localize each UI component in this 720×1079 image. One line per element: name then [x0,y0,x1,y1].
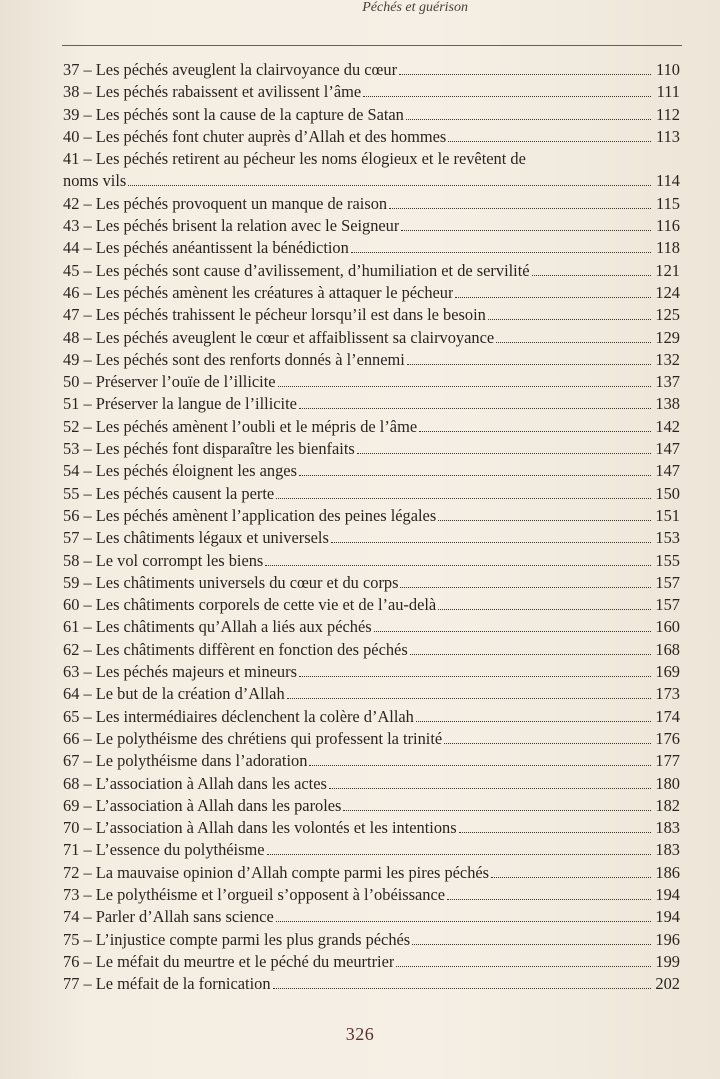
dot-leader [343,809,651,811]
toc-page-number: 176 [655,728,680,748]
toc-entry [63,304,680,326]
toc-entry [63,862,680,884]
toc-page-number: 147 [655,461,680,481]
dot-leader [389,207,651,209]
toc-entry [63,104,680,126]
toc-entry-title: 56 – Les péchés amènent l’application des peines légales [63,505,437,525]
header-rule [62,45,682,46]
toc-entry [63,237,680,259]
toc-page-number: 182 [655,795,680,815]
dot-leader [273,987,651,989]
toc-page-number: 194 [655,907,680,927]
dot-leader [438,608,651,610]
toc-page-number: 180 [655,773,680,793]
toc-entry [63,616,680,638]
dot-leader [459,831,651,833]
toc-entry-title-continued: noms vils [63,171,127,191]
toc-page-number: 169 [655,662,680,682]
toc-page-number: 173 [655,684,680,704]
toc-entry [63,906,680,928]
dot-leader [455,296,651,298]
toc-page-number: 150 [655,483,680,503]
toc-entry [63,527,680,549]
toc-entry [63,483,680,505]
toc-entry-title: 75 – L’injustice compte parmi les plus grands péchés [63,929,411,949]
dot-leader [329,787,651,789]
toc-entry-title: 44 – Les péchés anéantissent la bénédiction [63,238,349,258]
toc-entry [63,750,680,772]
dot-leader [400,586,651,588]
toc-page-number: 151 [655,505,680,525]
toc-entry-title: 45 – Les péchés sont cause d’avilissement, d’humiliation et de servilité [63,260,530,280]
dot-leader [299,675,651,677]
toc-page-number: 157 [655,572,680,592]
toc-entry [63,773,680,795]
page-number: 326 [345,1024,375,1044]
toc-page-number: 142 [655,416,680,436]
dot-leader [491,876,651,878]
toc-entry [63,973,680,995]
dot-leader [406,118,651,120]
toc-entry-title: 59 – Les châtiments universels du cœur et du corps [63,572,399,592]
toc-entry [63,349,680,371]
toc-entry [63,81,680,103]
dot-leader [357,452,651,454]
toc-page-number: 186 [655,862,680,882]
dot-leader [532,274,651,276]
toc-entry [63,126,680,148]
toc-entry-line [63,148,680,170]
toc-entry-title: 46 – Les péchés amènent les créatures à attaquer le pécheur [63,282,454,302]
toc-page-number: 183 [655,818,680,838]
dot-leader [412,943,651,945]
toc-entry-title: 67 – Le polythéisme dans l’adoration [63,751,308,771]
dot-leader [407,363,651,365]
dot-leader [276,920,651,922]
toc-page-number: 160 [655,617,680,637]
dot-leader [309,764,651,766]
toc-entry-title: 48 – Les péchés aveuglent le cœur et affaiblissent sa clairvoyance [63,327,495,347]
toc-entry [63,393,680,415]
toc-entry-title: 55 – Les péchés causent la perte [63,483,275,503]
toc-page-number: 118 [656,238,680,258]
toc-entry [63,594,680,616]
dot-leader [363,95,651,97]
toc-page-number: 124 [655,282,680,302]
toc-entry [63,215,680,237]
toc-entry-title: 77 – Le méfait de la fornication [63,974,271,994]
toc-entry [63,505,680,527]
toc-page-number: 157 [655,595,680,615]
dot-leader [410,653,651,655]
toc-entry-title: 69 – L’association à Allah dans les paroles [63,795,342,815]
dot-leader [265,564,651,566]
dot-leader [444,742,651,744]
toc-page-number: 110 [656,60,680,79]
toc-entry [63,728,680,750]
toc-entry-title: 41 – Les péchés retirent au pécheur les noms élogieux et le revêtent de [63,149,526,169]
dot-leader [438,519,651,521]
toc-entry-title: 60 – Les châtiments corporels de cette vie et de l’au-delà [63,595,437,615]
toc-entry [63,572,680,594]
toc-page-number: 115 [656,193,680,213]
toc-entry [63,438,680,460]
toc-page-number: 153 [655,528,680,548]
toc-entry-title: 50 – Préserver l’ouïe de l’illicite [63,372,276,392]
running-header: Péchés et guérison [362,0,468,15]
toc-entry [63,639,680,661]
toc-entry [63,839,680,861]
toc-entry-title: 71 – L’essence du polythéisme [63,840,265,860]
toc-page-number: 112 [656,104,680,124]
toc-entry-title: 49 – Les péchés sont des renforts donnés à l’ennemi [63,349,405,369]
toc-entry [63,795,680,817]
toc-entry [63,884,680,906]
toc-page-number: 202 [655,974,680,994]
dot-leader [278,385,651,387]
toc-page-number: 196 [655,929,680,949]
toc-page-number: 132 [655,349,680,369]
toc-entry [63,550,680,572]
dot-leader [374,630,651,632]
toc-entry-title: 76 – Le méfait du meurtre et le péché du meurtrier [63,951,395,971]
toc-entry-title: 39 – Les péchés sont la cause de la capture de Satan [63,104,404,124]
toc-entry [63,661,680,683]
dot-leader [128,184,651,186]
toc-entry [63,817,680,839]
toc-page-number: 183 [655,840,680,860]
toc-page-number: 177 [655,751,680,771]
dot-leader [447,898,651,900]
toc-page-number: 138 [655,394,680,414]
toc-entry-title: 42 – Les péchés provoquent un manque de raison [63,193,388,213]
toc-entry-title: 47 – Les péchés trahissent le pécheur lorsqu’il est dans le besoin [63,305,486,325]
toc-entry [63,193,680,215]
toc-entry-continuation [63,170,680,192]
toc-entry-title: 53 – Les péchés font disparaître les bienfaits [63,439,355,459]
dot-leader [448,140,651,142]
toc-entry [63,327,680,349]
table-of-contents [63,59,680,995]
toc-entry [63,371,680,393]
toc-entry-title: 74 – Parler d’Allah sans science [63,907,274,927]
toc-page-number: 113 [656,126,680,146]
dot-leader [488,318,651,320]
toc-entry-title: 43 – Les péchés brisent la relation avec le Seigneur [63,216,400,236]
toc-page-number: 114 [656,171,680,191]
toc-entry [63,282,680,304]
toc-entry-title: 40 – Les péchés font chuter auprès d’Allah et des hommes [63,126,447,146]
dot-leader [267,853,651,855]
toc-entry-title: 37 – Les péchés aveuglent la clairvoyance du cœur [63,60,398,79]
toc-page-number: 121 [655,260,680,280]
toc-entry [63,929,680,951]
toc-page-number: 116 [656,216,680,236]
dot-leader [396,965,651,967]
dot-leader [399,73,651,75]
toc-entry-title: 57 – Les châtiments légaux et universels [63,528,329,548]
toc-page-number: 111 [656,82,680,102]
dot-leader [276,497,651,499]
toc-page-number: 129 [655,327,680,347]
toc-entry-title: 68 – L’association à Allah dans les actes [63,773,327,793]
toc-entry [63,260,680,282]
toc-page-number: 155 [655,550,680,570]
toc-page-number: 125 [655,305,680,325]
toc-entry-title: 61 – Les châtiments qu’Allah a liés aux péchés [63,617,372,637]
dot-leader [416,720,651,722]
dot-leader [419,430,651,432]
toc-entry-title: 73 – Le polythéisme et l’orgueil s’opposent à l’obéissance [63,884,446,904]
toc-entry-title: 62 – Les châtiments diffèrent en fonction des péchés [63,639,408,659]
toc-entry [63,416,680,438]
toc-entry-title: 51 – Préserver la langue de l’illicite [63,394,297,414]
dot-leader [287,697,651,699]
toc-entry [63,706,680,728]
toc-page-number: 168 [655,639,680,659]
toc-entry-title: 38 – Les péchés rabaissent et avilissent l’âme [63,82,362,102]
toc-page-number: 194 [655,884,680,904]
toc-page-number: 174 [655,706,680,726]
dot-leader [299,474,651,476]
toc-entry-title: 72 – La mauvaise opinion d’Allah compte parmi les pires péchés [63,862,490,882]
toc-entry [63,683,680,705]
toc-entry [63,460,680,482]
dot-leader [401,229,651,231]
dot-leader [351,251,651,253]
dot-leader [299,407,651,409]
toc-entry-title: 52 – Les péchés amènent l’oubli et le mépris de l’âme [63,416,418,436]
dot-leader [496,341,651,343]
toc-entry-title: 64 – Le but de la création d’Allah [63,684,285,704]
toc-entry-title: 70 – L’association à Allah dans les volontés et les intentions [63,818,457,838]
toc-entry [63,59,680,81]
toc-entry-title: 65 – Les intermédiaires déclenchent la colère d’Allah [63,706,414,726]
toc-entry [63,951,680,973]
dot-leader [331,541,651,543]
toc-entry-title: 63 – Les péchés majeurs et mineurs [63,662,297,682]
toc-entry-title: 54 – Les péchés éloignent les anges [63,461,297,481]
toc-page-number: 137 [655,372,680,392]
toc-entry-title: 66 – Le polythéisme des chrétiens qui professent la trinité [63,728,443,748]
toc-page-number: 147 [655,439,680,459]
toc-page-number: 199 [655,951,680,971]
toc-entry-title: 58 – Le vol corrompt les biens [63,550,264,570]
